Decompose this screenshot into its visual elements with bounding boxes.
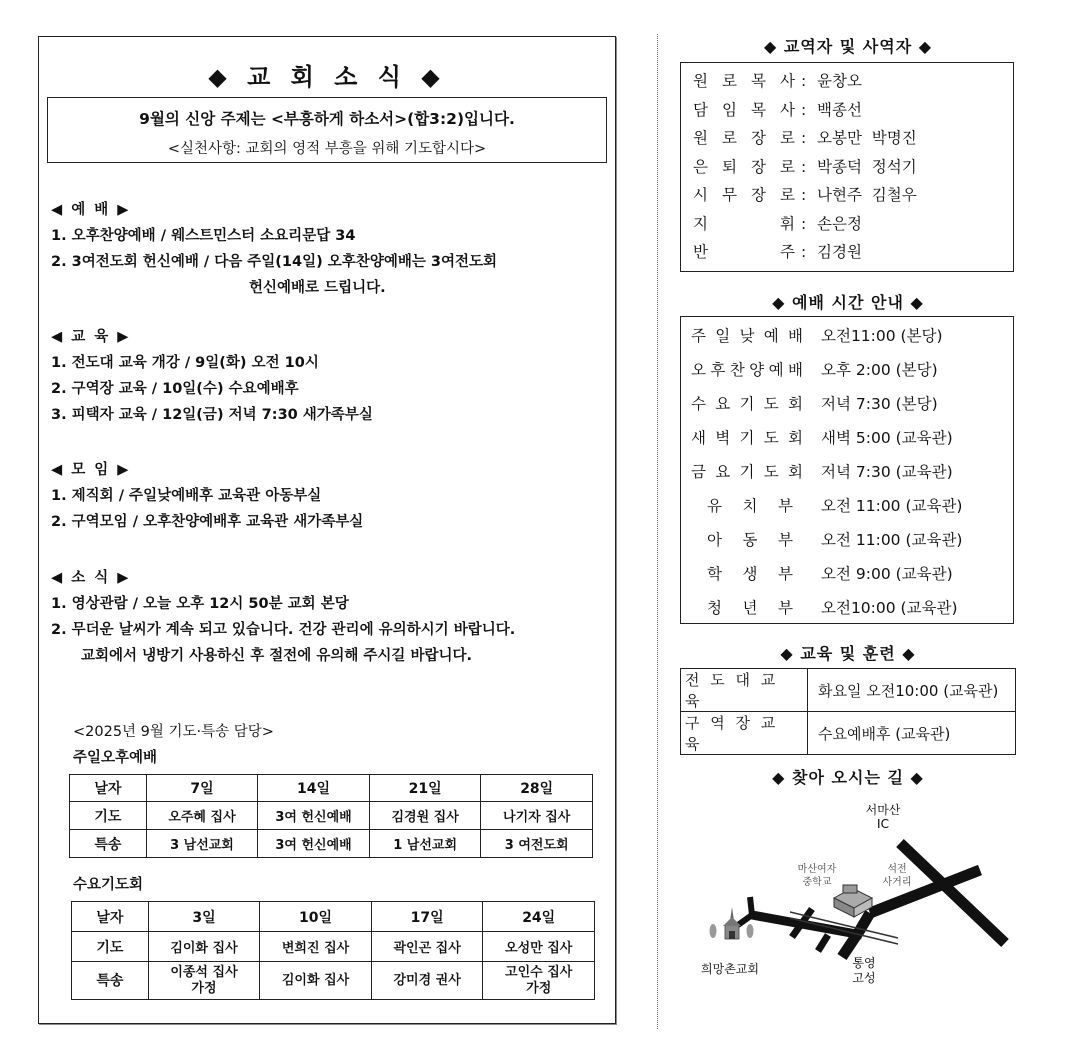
service-name-char: 양 xyxy=(749,361,765,379)
cell-line: 가정 xyxy=(526,980,552,996)
table-cell: 3여 헌신예배 xyxy=(258,830,370,858)
cell-line: 가정 xyxy=(191,980,217,996)
service-name-char: 기 xyxy=(739,463,755,481)
education-name: 구 역 장 교 육 xyxy=(681,712,808,755)
staff-role-char: 사 xyxy=(780,100,795,119)
service-name-char: 부 xyxy=(778,565,793,583)
staff-box xyxy=(680,62,1014,272)
cell-line: 고인수 집사 xyxy=(505,964,573,980)
table-row xyxy=(72,932,595,962)
news-item: 1. 전도대 교육 개강 / 9일(화) 오전 10시 xyxy=(51,355,319,371)
cell-line: 이종석 집사 xyxy=(170,964,238,980)
staff-role xyxy=(693,181,801,210)
table-cell: 오성만 집사 xyxy=(483,932,595,962)
service-name-char: 예 xyxy=(763,327,779,345)
table-cell: 날자 xyxy=(72,902,149,932)
sunday-service-title: 주일오후예배 xyxy=(73,750,158,766)
staff-role-char: 시 xyxy=(693,186,708,204)
table-cell: 3 여전도회 xyxy=(481,830,593,858)
service-name-char: 기 xyxy=(739,395,755,413)
monthly-theme: 9월의 신앙 주제는 <부흥하게 하소서>(합3:2)입니다. xyxy=(139,110,515,128)
table-row xyxy=(72,962,595,1000)
service-row xyxy=(691,489,1013,523)
staff-role-char: 로 xyxy=(780,129,795,147)
service-name-char: 도 xyxy=(763,463,779,481)
map-label-school: 중학교 xyxy=(802,877,832,888)
staff-role-char: 휘 xyxy=(780,214,795,233)
monthly-theme-box xyxy=(47,97,607,163)
wednesday-service-title: 수요기도회 xyxy=(73,877,144,893)
service-name-char: 일 xyxy=(715,327,731,345)
table-row xyxy=(72,902,595,932)
staff-title: ◆ 교역자 및 사역자 ◆ xyxy=(763,37,933,56)
table-cell: 강미경 권사 xyxy=(371,962,483,1000)
service-time: 저녁 7:30 (교육관) xyxy=(821,463,953,481)
service-row xyxy=(691,319,1013,353)
staff-role-char: 장 xyxy=(751,129,766,147)
map-label-crossroad: 사거리 xyxy=(882,877,912,888)
staff-role-char: 반 xyxy=(693,243,708,261)
service-name-char: 배 xyxy=(787,361,803,379)
education-table xyxy=(680,668,1016,755)
table-cell: 17일 xyxy=(371,902,483,932)
map-railway xyxy=(790,918,898,944)
map-label-church: 희망촌교회 xyxy=(701,962,759,976)
table-cell: 오주혜 집사 xyxy=(146,802,258,830)
service-row xyxy=(691,387,1013,421)
service-name-char: 유 xyxy=(707,497,722,515)
staff-role-char: 퇴 xyxy=(722,157,737,176)
service-row xyxy=(691,523,1013,557)
map-label-school: 마산여자 xyxy=(797,864,837,875)
service-name-char: 예 xyxy=(768,361,784,379)
section-worship xyxy=(51,197,611,301)
service-time: 오전10:00 (교육관) xyxy=(821,599,958,617)
service-name-char: 오 xyxy=(691,361,706,379)
education-title: ◆ 교육 및 훈련 ◆ xyxy=(780,644,916,663)
table-cell: 3 남선교회 xyxy=(146,830,258,858)
section-heading: ◀ 소 식 ▶ xyxy=(51,570,131,586)
table-cell: 곽인곤 집사 xyxy=(371,932,483,962)
staff-role-char: 목 xyxy=(751,100,766,119)
staff-row xyxy=(693,181,1013,210)
service-name-char: 회 xyxy=(788,463,803,481)
education-name: 전 도 대 교 육 xyxy=(681,669,808,712)
directions-map xyxy=(680,795,1020,995)
service-name xyxy=(691,455,807,489)
news-item: 3. 피택자 교육 / 12일(금) 저녁 7:30 새가족부실 xyxy=(51,407,373,423)
staff-colon: : xyxy=(801,129,807,147)
service-time: 오전 9:00 (교육관) xyxy=(821,565,953,583)
news-item-continued: 교회에서 냉방기 사용하신 후 절전에 유의해 주시길 바랍니다. xyxy=(81,648,473,664)
service-name-char: 도 xyxy=(763,395,779,413)
directions-title: ◆ 찾아 오시는 길 ◆ xyxy=(772,768,924,787)
map-road-side xyxy=(818,935,828,951)
table-cell: 특송 xyxy=(72,962,149,1000)
table-cell: 24일 xyxy=(483,902,595,932)
staff-names: 오봉만 박명진 xyxy=(817,129,917,147)
staff-colon: : xyxy=(801,72,807,90)
staff-colon: : xyxy=(801,157,807,176)
news-item: 1. 오후찬양예배 / 웨스트민스터 소요리문답 34 xyxy=(51,228,356,244)
staff-role-char: 사 xyxy=(780,72,795,90)
staff-row xyxy=(693,124,1013,153)
service-name-char: 찬 xyxy=(729,361,745,379)
service-row xyxy=(691,591,1013,625)
staff-names: 백종선 xyxy=(817,100,862,119)
staff-role-char: 원 xyxy=(693,129,708,147)
table-cell: 김이화 집사 xyxy=(148,932,260,962)
church-news-panel xyxy=(38,36,616,1024)
service-time: 오후 2:00 (본당) xyxy=(821,361,938,379)
service-name-char: 낮 xyxy=(739,327,755,345)
wednesday-duty-table xyxy=(71,901,595,1000)
section-heading: ◀ 모 임 ▶ xyxy=(51,462,131,478)
table-cell: 김경원 집사 xyxy=(369,802,481,830)
staff-role-char: 임 xyxy=(722,100,737,119)
service-name-char: 부 xyxy=(778,531,793,549)
staff-role-char: 주 xyxy=(780,243,795,261)
service-name-char: 배 xyxy=(788,327,803,345)
service-name xyxy=(691,421,807,455)
sunday-duty-table xyxy=(69,774,593,858)
staff-names: 윤창오 xyxy=(817,72,862,90)
service-name-char: 아 xyxy=(707,531,722,549)
column-divider xyxy=(657,34,658,1029)
service-row xyxy=(691,557,1013,591)
staff-names: 김경원 xyxy=(817,243,862,261)
table-cell: 14일 xyxy=(258,775,370,802)
service-times-title: ◆ 예배 시간 안내 ◆ xyxy=(772,293,924,312)
service-row xyxy=(691,353,1013,387)
staff-colon: : xyxy=(801,186,807,204)
service-name xyxy=(691,319,807,353)
service-name-char: 도 xyxy=(763,429,779,447)
service-name-char: 수 xyxy=(691,395,706,413)
service-name-char: 동 xyxy=(742,531,758,549)
staff-colon: : xyxy=(801,243,807,261)
table-cell: 10일 xyxy=(260,902,372,932)
church-news-title: ◆ 교 회 소 식 ◆ xyxy=(208,63,446,91)
service-name xyxy=(691,387,807,421)
service-name xyxy=(691,523,807,557)
section-heading: ◀ 교 육 ▶ xyxy=(51,329,131,345)
table-cell: 3여 헌신예배 xyxy=(258,802,370,830)
table-cell: 7일 xyxy=(146,775,258,802)
table-row xyxy=(681,712,1016,755)
staff-row xyxy=(693,238,1013,267)
news-item-continued: 헌신예배로 드립니다. xyxy=(249,280,386,296)
news-item: 2. 무더운 날씨가 계속 되고 있습니다. 건강 관리에 유의하시기 바랍니다. xyxy=(51,622,516,638)
service-name-char: 년 xyxy=(742,599,758,617)
staff-row xyxy=(693,153,1013,182)
table-cell: 3일 xyxy=(148,902,260,932)
staff-names: 손은정 xyxy=(817,214,862,233)
service-time: 오전 11:00 (교육관) xyxy=(821,531,963,549)
table-cell: 1 남선교회 xyxy=(369,830,481,858)
staff-row xyxy=(693,96,1013,125)
table-cell: 21일 xyxy=(369,775,481,802)
map-label-ic: 서마산 xyxy=(865,803,901,817)
table-row xyxy=(70,830,593,858)
map-label-south: 통영 xyxy=(852,956,876,970)
map-label-south: 고성 xyxy=(852,971,876,985)
service-name-char: 학 xyxy=(707,565,722,583)
service-time: 오전 11:00 (교육관) xyxy=(821,497,963,515)
table-cell: 변희진 집사 xyxy=(260,932,372,962)
service-name-char: 치 xyxy=(742,497,758,515)
staff-role xyxy=(693,124,801,153)
staff-role xyxy=(693,153,801,182)
news-item: 2. 구역장 교육 / 10일(수) 수요예배후 xyxy=(51,381,299,397)
staff-role-char: 무 xyxy=(722,186,737,204)
service-times-box xyxy=(680,316,1014,624)
service-name-char: 회 xyxy=(788,429,803,447)
service-name-char: 회 xyxy=(788,395,803,413)
service-name xyxy=(691,557,807,591)
table-row xyxy=(70,775,593,802)
service-name-char: 요 xyxy=(715,395,731,413)
service-name-char: 부 xyxy=(778,497,793,515)
service-name-char: 요 xyxy=(715,463,731,481)
map-label-crossroad: 석전 xyxy=(887,864,907,875)
service-row xyxy=(691,421,1013,455)
staff-role xyxy=(693,238,801,267)
table-cell xyxy=(483,962,595,1000)
staff-role-char: 담 xyxy=(693,100,708,119)
table-cell: 날자 xyxy=(70,775,147,802)
staff-role-char: 지 xyxy=(693,214,708,233)
service-row xyxy=(691,455,1013,489)
staff-row xyxy=(693,210,1013,239)
section-meetings xyxy=(51,457,611,535)
table-cell xyxy=(148,962,260,1000)
table-cell: 특송 xyxy=(70,830,147,858)
service-name-char: 금 xyxy=(691,463,706,481)
section-heading: ◀ 예 배 ▶ xyxy=(51,202,131,218)
staff-row xyxy=(693,67,1013,96)
service-name-char: 주 xyxy=(691,327,706,345)
staff-role-char: 은 xyxy=(693,157,708,176)
staff-role-char: 로 xyxy=(780,157,795,176)
table-cell: 나기자 집사 xyxy=(481,802,593,830)
table-cell: 기도 xyxy=(72,932,149,962)
service-name xyxy=(691,489,807,523)
staff-role-char: 로 xyxy=(722,72,737,90)
service-name-char: 새 xyxy=(691,429,706,447)
table-row xyxy=(70,802,593,830)
education-time: 수요예배후 (교육관) xyxy=(808,712,1016,755)
staff-role-char: 로 xyxy=(780,186,795,204)
church-icon xyxy=(710,907,754,939)
table-cell: 김이화 집사 xyxy=(260,962,372,1000)
duty-schedule-title: <2025년 9월 기도·특송 담당> xyxy=(73,724,274,740)
service-name-char: 부 xyxy=(778,599,793,617)
education-time: 화요일 오전10:00 (교육관) xyxy=(808,669,1016,712)
service-name xyxy=(691,353,807,387)
table-row xyxy=(681,669,1016,712)
service-time: 새벽 5:00 (교육관) xyxy=(821,429,953,447)
table-cell: 28일 xyxy=(481,775,593,802)
news-item: 1. 제직회 / 주일낮예배후 교육관 아동부실 xyxy=(51,488,322,504)
staff-role-char: 로 xyxy=(722,129,737,147)
staff-role-char: 원 xyxy=(693,72,708,90)
news-item: 1. 영상관람 / 오늘 오후 12시 50분 교회 본당 xyxy=(51,596,349,612)
service-name-char: 후 xyxy=(710,361,726,379)
service-name-char: 생 xyxy=(742,565,758,583)
staff-role-char: 장 xyxy=(751,186,766,204)
service-name-char: 청 xyxy=(707,599,722,617)
service-name xyxy=(691,591,807,625)
staff-role-char: 장 xyxy=(751,157,766,176)
news-item: 2. 3여전도회 헌신예배 / 다음 주일(14일) 오후찬양예배는 3여전도회 xyxy=(51,254,498,270)
service-time: 저녁 7:30 (본당) xyxy=(821,395,938,413)
staff-names: 박종덕 정석기 xyxy=(817,157,917,176)
table-cell: 기도 xyxy=(70,802,147,830)
staff-colon: : xyxy=(801,100,807,119)
staff-role-char: 목 xyxy=(751,72,766,90)
staff-role xyxy=(693,210,801,239)
map-road-branch xyxy=(738,915,752,925)
news-item: 2. 구역모임 / 오후찬양예배후 교육관 새가족부실 xyxy=(51,514,364,530)
staff-names: 나현주 김철우 xyxy=(817,186,917,204)
section-education xyxy=(51,324,611,428)
staff-role xyxy=(693,67,801,96)
section-news xyxy=(51,565,611,669)
service-time: 오전11:00 (본당) xyxy=(821,327,943,345)
map-road-branch xyxy=(750,897,752,915)
map-label-ic: IC xyxy=(877,817,889,831)
monthly-practice: <실천사항: 교회의 영적 부흥을 위해 기도합시다> xyxy=(167,141,487,157)
staff-colon: : xyxy=(801,214,807,233)
service-name-char: 벽 xyxy=(715,429,731,447)
staff-role xyxy=(693,96,801,125)
service-name-char: 기 xyxy=(739,429,755,447)
